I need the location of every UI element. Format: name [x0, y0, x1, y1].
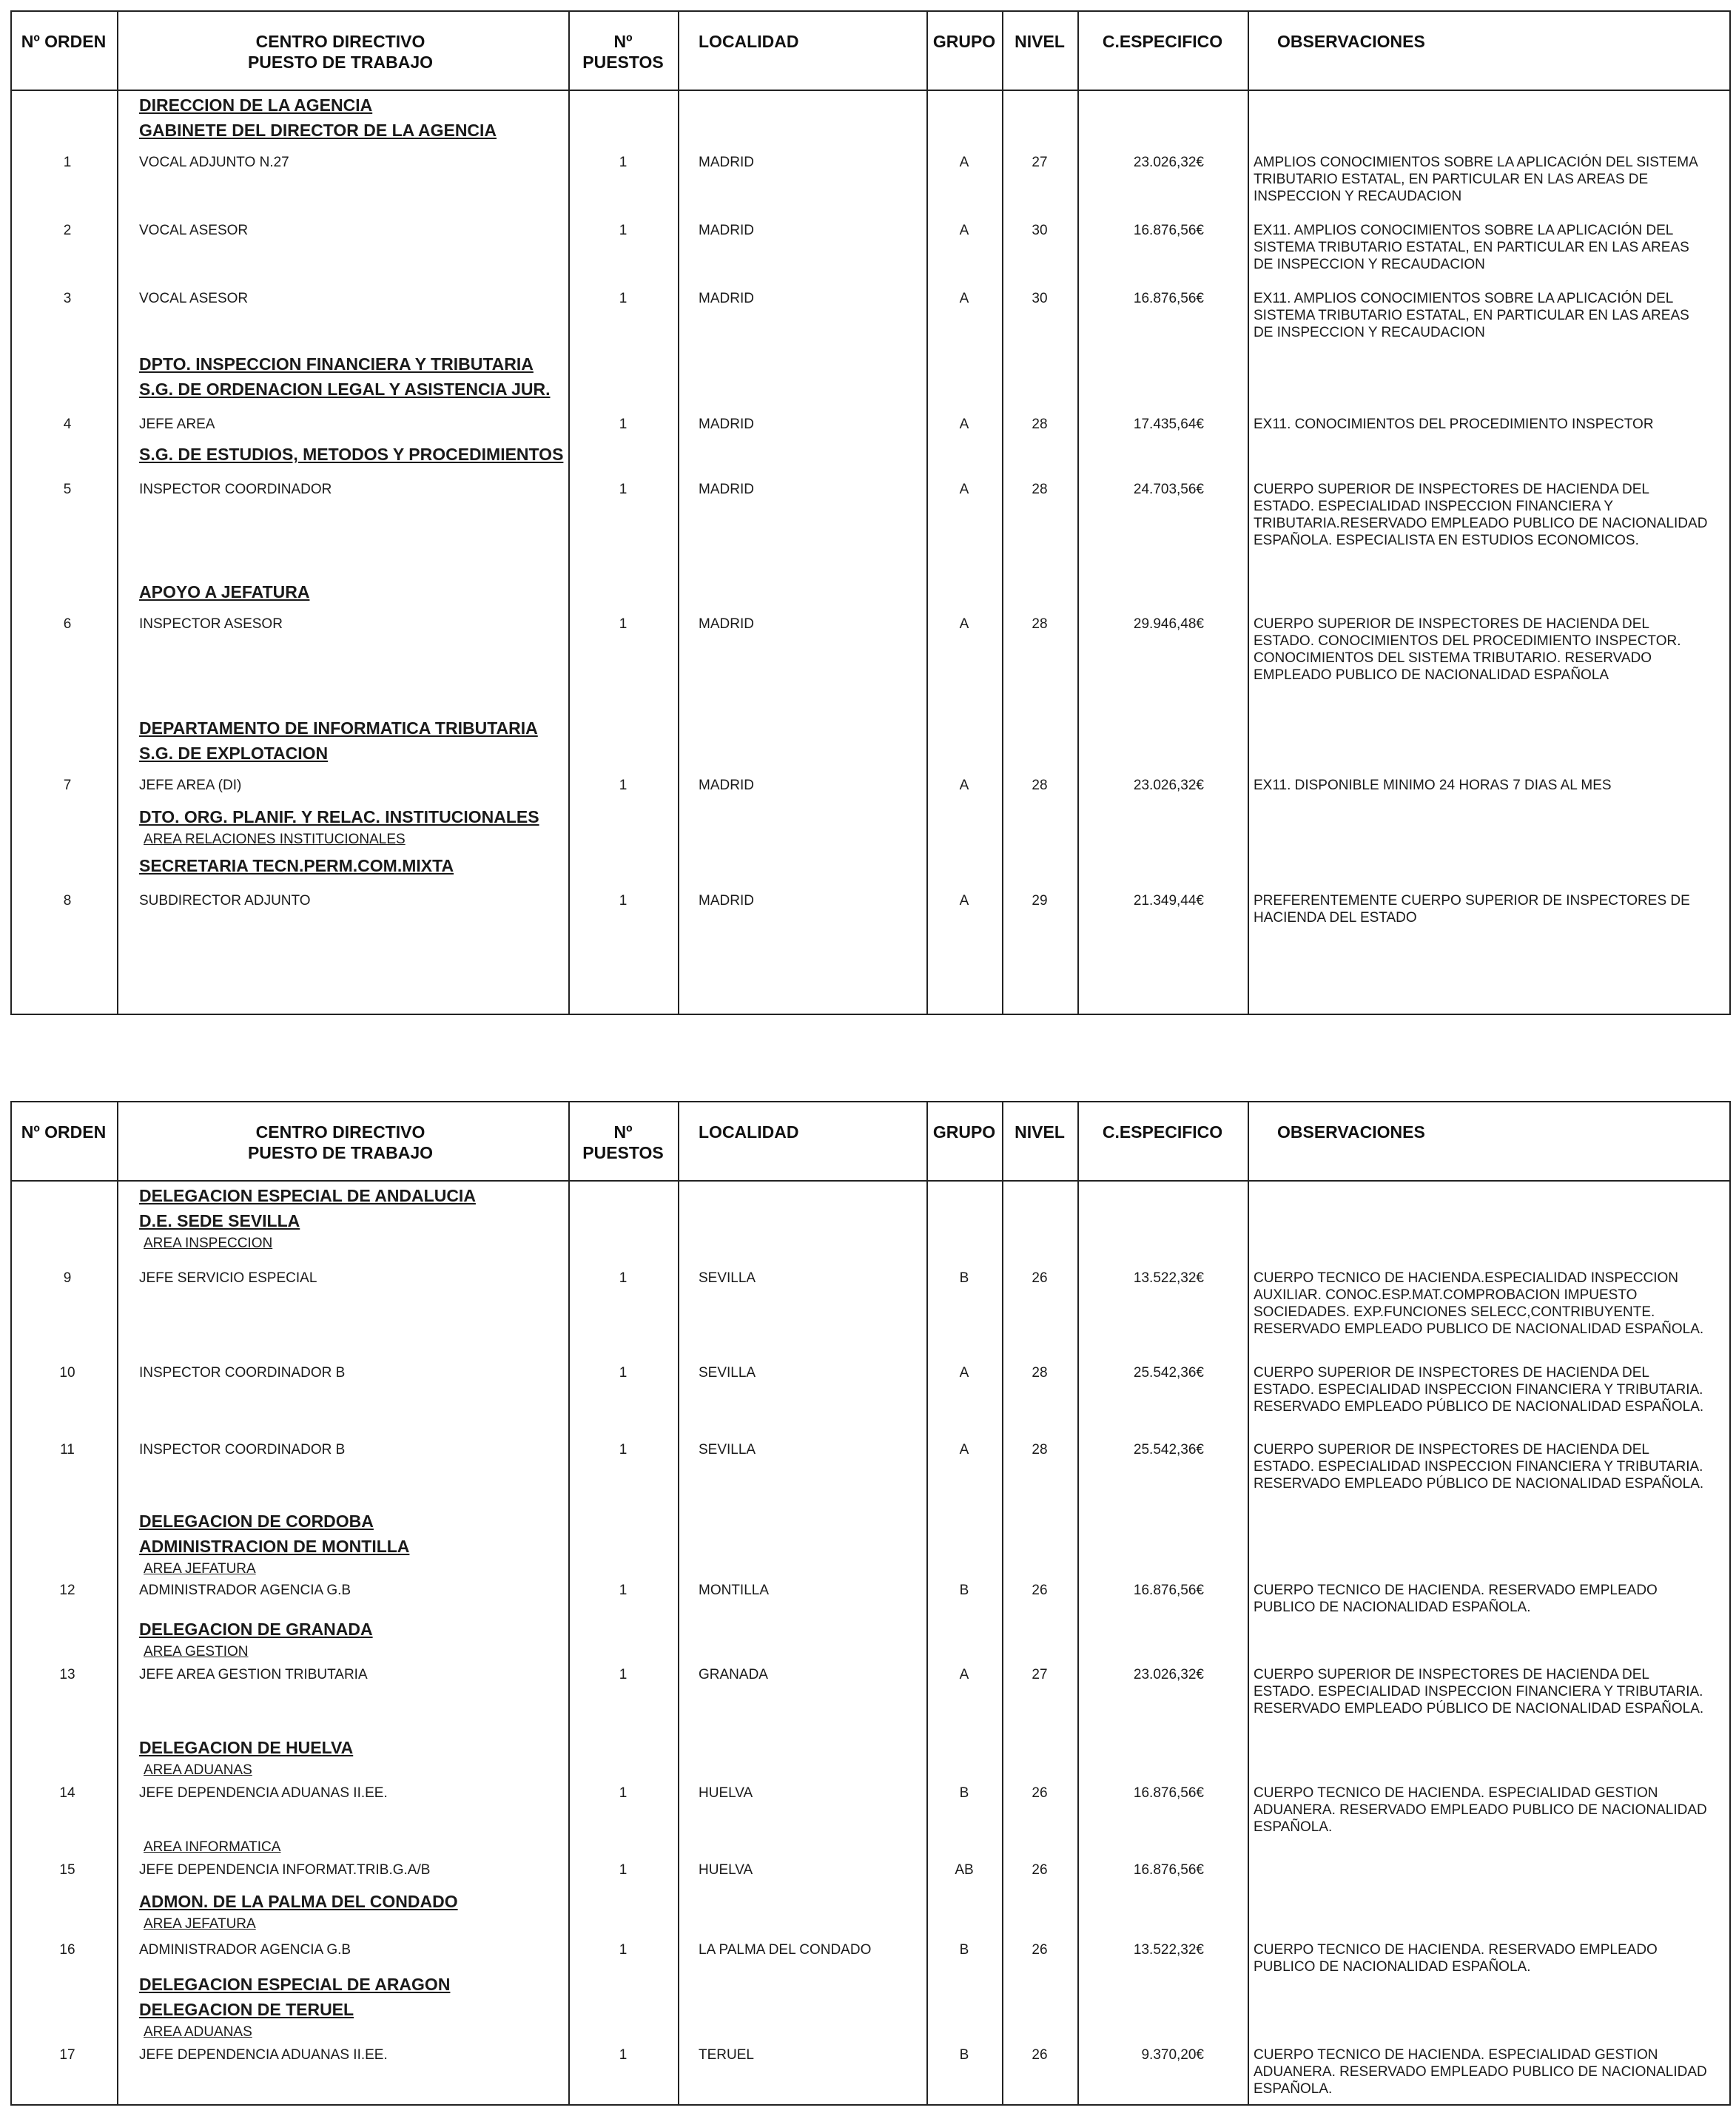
cell-observaciones: EX11. CONOCIMIENTOS DEL PROCEDIMIENTO INSPECTOR: [1254, 417, 1654, 432]
cell-observaciones: CUERPO TECNICO DE HACIENDA. RESERVADO EMPLEADO PUBLICO DE NACIONALIDAD ESPAÑOLA.: [1254, 1583, 1658, 1615]
table-2: [10, 1101, 1731, 2106]
cell-especifico: 23.026,32€: [1133, 1667, 1204, 1682]
cell-nivel: 29: [1032, 893, 1048, 909]
cell-especifico: 23.026,32€: [1133, 155, 1204, 170]
cell-orden: 14: [59, 1785, 75, 1801]
cell-observaciones: AMPLIOS CONOCIMIENTOS SOBRE LA APLICACIÓN DEL SISTEMA TRIBUTARIO ESTATAL, EN PARTICULAR EN LAS AREAS DE INSPECCION Y RECAUDACION: [1254, 155, 1698, 204]
cell-orden: 3: [63, 291, 72, 306]
cell-nivel: 28: [1032, 778, 1048, 793]
cell-nivel: 28: [1032, 417, 1048, 432]
header-observaciones: OBSERVACIONES: [1277, 1122, 1425, 1142]
cell-puesto: SUBDIRECTOR ADJUNTO: [139, 893, 311, 909]
cell-grupo: A: [959, 155, 969, 170]
section-heading: ADMON. DE LA PALMA DEL CONDADO: [139, 1892, 458, 1911]
cell-grupo: A: [959, 223, 969, 238]
cell-grupo: B: [959, 1270, 969, 1286]
cell-orden: 1: [63, 155, 72, 170]
cell-orden: 6: [63, 616, 72, 632]
cell-grupo: A: [959, 1442, 969, 1458]
cell-puestos: 1: [619, 482, 628, 497]
header-centro: CENTRO DIRECTIVO PUESTO DE TRABAJO: [247, 32, 434, 72]
header-orden: Nº ORDEN: [21, 32, 107, 51]
cell-localidad: HUELVA: [699, 1785, 753, 1801]
cell-nivel: 26: [1032, 1942, 1048, 1958]
cell-localidad: SEVILLA: [699, 1442, 756, 1458]
cell-localidad: MADRID: [699, 155, 754, 170]
cell-localidad: LA PALMA DEL CONDADO: [699, 1942, 872, 1958]
cell-orden: 17: [59, 2047, 75, 2063]
section-heading: DELEGACION DE HUELVA: [139, 1738, 354, 1757]
cell-localidad: MADRID: [699, 778, 754, 793]
cell-puestos: 1: [619, 223, 628, 238]
cell-orden: 7: [63, 778, 72, 793]
cell-grupo: B: [959, 2047, 969, 2063]
section-heading: ADMINISTRACION DE MONTILLA: [139, 1537, 410, 1556]
cell-nivel: 28: [1032, 482, 1048, 497]
section-heading: DELEGACION DE TERUEL: [139, 2000, 354, 2019]
cell-localidad: MADRID: [699, 893, 754, 909]
cell-grupo: A: [959, 1667, 969, 1682]
cell-grupo: A: [959, 482, 969, 497]
cell-orden: 2: [63, 223, 72, 238]
section-heading: S.G. DE EXPLOTACION: [139, 744, 329, 763]
section-heading: S.G. DE ORDENACION LEGAL Y ASISTENCIA JUR.: [139, 380, 551, 399]
cell-localidad: MADRID: [699, 482, 754, 497]
cell-puesto: ADMINISTRADOR AGENCIA G.B: [139, 1942, 351, 1958]
cell-localidad: MONTILLA: [699, 1583, 770, 1598]
cell-puesto: INSPECTOR ASESOR: [139, 616, 283, 632]
header-nivel: NIVEL: [1015, 32, 1065, 51]
cell-puestos: 1: [619, 155, 628, 170]
cell-puestos: 1: [619, 417, 628, 432]
cell-observaciones: EX11. DISPONIBLE MINIMO 24 HORAS 7 DIAS AL MES: [1254, 778, 1612, 793]
cell-observaciones: EX11. AMPLIOS CONOCIMIENTOS SOBRE LA APLICACIÓN DEL SISTEMA TRIBUTARIO ESTATAL, EN PARTICULAR EN LAS AREAS DE INSPECCION Y RECAUDACION: [1254, 291, 1689, 340]
section-heading: DIRECCION DE LA AGENCIA: [139, 95, 373, 115]
section-heading: APOYO A JEFATURA: [139, 582, 310, 602]
cell-puesto: JEFE AREA: [139, 417, 215, 432]
cell-puestos: 1: [619, 616, 628, 632]
cell-localidad: MADRID: [699, 223, 754, 238]
table-1: [10, 10, 1731, 1015]
cell-observaciones: CUERPO SUPERIOR DE INSPECTORES DE HACIENDA DEL ESTADO. CONOCIMIENTOS DEL PROCEDIMIENTO INSPECTOR. CONOCIMIENTOS DEL SISTEMA TRIBUTARIO. RESERVADO EMPLEADO PUBLICO DE NACIONALIDAD ESPAÑOLA: [1254, 616, 1681, 683]
cell-localidad: SEVILLA: [699, 1270, 756, 1286]
cell-grupo: B: [959, 1785, 969, 1801]
cell-localidad: SEVILLA: [699, 1365, 756, 1381]
cell-orden: 13: [59, 1667, 75, 1682]
cell-especifico: 13.522,32€: [1133, 1942, 1204, 1958]
cell-puestos: 1: [619, 1442, 628, 1458]
cell-especifico: 24.703,56€: [1133, 482, 1204, 497]
cell-grupo: A: [959, 778, 969, 793]
cell-especifico: 25.542,36€: [1133, 1365, 1204, 1381]
section-heading: DELEGACION DE GRANADA: [139, 1620, 373, 1639]
cell-especifico: 13.522,32€: [1133, 1270, 1204, 1286]
subsection-heading: AREA GESTION: [144, 1644, 249, 1660]
subsection-heading: AREA ADUANAS: [144, 1762, 252, 1778]
subsection-heading: AREA INFORMATICA: [144, 1839, 281, 1855]
cell-observaciones: CUERPO SUPERIOR DE INSPECTORES DE HACIENDA DEL ESTADO. ESPECIALIDAD INSPECCION FINANCIERA Y TRIBUTARIA. RESERVADO EMPLEADO PÚBLICO DE NACIONALIDAD ESPAÑOLA.: [1254, 1667, 1704, 1716]
header-puestos: Nº PUESTOS: [582, 1122, 664, 1162]
cell-puesto: JEFE SERVICIO ESPECIAL: [139, 1270, 317, 1286]
cell-puesto: ADMINISTRADOR AGENCIA G.B: [139, 1583, 351, 1598]
header-puestos: Nº PUESTOS: [582, 32, 664, 72]
cell-orden: 5: [63, 482, 72, 497]
cell-grupo: B: [959, 1583, 969, 1598]
header-localidad: LOCALIDAD: [699, 32, 799, 51]
cell-observaciones: CUERPO SUPERIOR DE INSPECTORES DE HACIENDA DEL ESTADO. ESPECIALIDAD INSPECCION FINANCIERA Y TRIBUTARIA. RESERVADO EMPLEADO PÚBLICO DE NACIONALIDAD ESPAÑOLA.: [1254, 1365, 1704, 1415]
cell-grupo: A: [959, 893, 969, 909]
subsection-heading: AREA JEFATURA: [144, 1561, 256, 1577]
cell-orden: 8: [63, 893, 72, 909]
cell-nivel: 26: [1032, 1270, 1048, 1286]
section-heading: DTO. ORG. PLANIF. Y RELAC. INSTITUCIONALES: [139, 807, 539, 826]
cell-nivel: 27: [1032, 1667, 1048, 1682]
cell-observaciones: PREFERENTEMENTE CUERPO SUPERIOR DE INSPECTORES DE HACIENDA DEL ESTADO: [1254, 893, 1690, 926]
cell-puestos: 1: [619, 1667, 628, 1682]
header-orden: Nº ORDEN: [21, 1122, 107, 1142]
cell-nivel: 30: [1032, 291, 1048, 306]
header-nivel: NIVEL: [1015, 1122, 1065, 1142]
cell-observaciones: EX11. AMPLIOS CONOCIMIENTOS SOBRE LA APLICACIÓN DEL SISTEMA TRIBUTARIO ESTATAL, EN PARTICULAR EN LAS AREAS DE INSPECCION Y RECAUDACION: [1254, 223, 1689, 272]
cell-orden: 4: [63, 417, 72, 432]
cell-especifico: 16.876,56€: [1133, 291, 1204, 306]
cell-orden: 10: [59, 1365, 75, 1381]
header-especifico: C.ESPECIFICO: [1102, 1122, 1223, 1142]
cell-puestos: 1: [619, 893, 628, 909]
header-centro: CENTRO DIRECTIVO PUESTO DE TRABAJO: [247, 1122, 434, 1162]
cell-especifico: 25.542,36€: [1133, 1442, 1204, 1458]
cell-orden: 9: [63, 1270, 72, 1286]
cell-nivel: 28: [1032, 1365, 1048, 1381]
cell-puestos: 1: [619, 1583, 628, 1598]
cell-grupo: B: [959, 1942, 969, 1958]
header-grupo: GRUPO: [932, 32, 996, 51]
subsection-heading: AREA RELACIONES INSTITUCIONALES: [144, 832, 406, 847]
cell-puestos: 1: [619, 1365, 628, 1381]
cell-puestos: 1: [619, 1785, 628, 1801]
cell-localidad: TERUEL: [699, 2047, 754, 2063]
cell-especifico: 16.876,56€: [1133, 1583, 1204, 1598]
section-heading: DEPARTAMENTO DE INFORMATICA TRIBUTARIA: [139, 718, 538, 738]
cell-nivel: 26: [1032, 1785, 1048, 1801]
cell-especifico: 17.435,64€: [1133, 417, 1204, 432]
header-localidad: LOCALIDAD: [699, 1122, 799, 1142]
cell-puestos: 1: [619, 2047, 628, 2063]
cell-puesto: INSPECTOR COORDINADOR: [139, 482, 332, 497]
cell-nivel: 26: [1032, 1862, 1048, 1878]
cell-localidad: MADRID: [699, 291, 754, 306]
section-heading: DELEGACION DE CORDOBA: [139, 1512, 374, 1531]
cell-nivel: 27: [1032, 155, 1048, 170]
cell-puesto: JEFE DEPENDENCIA INFORMAT.TRIB.G.A/B: [139, 1862, 431, 1878]
header-especifico: C.ESPECIFICO: [1102, 32, 1223, 51]
cell-especifico: 16.876,56€: [1133, 1785, 1204, 1801]
cell-nivel: 26: [1032, 2047, 1048, 2063]
cell-puesto: VOCAL ADJUNTO N.27: [139, 155, 289, 170]
cell-observaciones: CUERPO TECNICO DE HACIENDA. RESERVADO EMPLEADO PUBLICO DE NACIONALIDAD ESPAÑOLA.: [1254, 1942, 1658, 1975]
subsection-heading: AREA ADUANAS: [144, 2024, 252, 2040]
section-heading: DPTO. INSPECCION FINANCIERA Y TRIBUTARIA: [139, 354, 534, 374]
section-heading: GABINETE DEL DIRECTOR DE LA AGENCIA: [139, 121, 497, 140]
cell-localidad: MADRID: [699, 417, 754, 432]
cell-nivel: 28: [1032, 1442, 1048, 1458]
cell-puestos: 1: [619, 1942, 628, 1958]
cell-especifico: 21.349,44€: [1133, 893, 1204, 909]
cell-puesto: JEFE AREA GESTION TRIBUTARIA: [139, 1667, 368, 1682]
cell-orden: 16: [59, 1942, 75, 1958]
cell-puesto: INSPECTOR COORDINADOR B: [139, 1365, 346, 1381]
cell-grupo: A: [959, 417, 969, 432]
subsection-heading: AREA JEFATURA: [144, 1916, 256, 1932]
cell-especifico: 9.370,20€: [1141, 2047, 1204, 2063]
cell-localidad: HUELVA: [699, 1862, 753, 1878]
cell-observaciones: CUERPO SUPERIOR DE INSPECTORES DE HACIENDA DEL ESTADO. ESPECIALIDAD INSPECCION FINANCIERA Y TRIBUTARIA. RESERVADO EMPLEADO PÚBLICO DE NACIONALIDAD ESPAÑOLA.: [1254, 1442, 1704, 1492]
cell-especifico: 23.026,32€: [1133, 778, 1204, 793]
cell-grupo: A: [959, 616, 969, 632]
cell-orden: 12: [59, 1583, 75, 1598]
cell-orden: 11: [60, 1442, 75, 1458]
cell-grupo: A: [959, 1365, 969, 1381]
cell-localidad: MADRID: [699, 616, 754, 632]
cell-observaciones: CUERPO TECNICO DE HACIENDA. ESPECIALIDAD GESTION ADUANERA. RESERVADO EMPLEADO PUBLICO DE NACIONALIDAD ESPAÑOLA.: [1254, 1785, 1707, 1835]
header-grupo: GRUPO: [932, 1122, 996, 1142]
cell-puestos: 1: [619, 778, 628, 793]
cell-puesto: JEFE AREA (DI): [139, 778, 242, 793]
cell-puesto: VOCAL ASESOR: [139, 223, 249, 238]
cell-nivel: 28: [1032, 616, 1048, 632]
section-heading: DELEGACION ESPECIAL DE ARAGON: [139, 1975, 451, 1994]
section-heading: SECRETARIA TECN.PERM.COM.MIXTA: [139, 856, 454, 875]
cell-grupo: A: [959, 291, 969, 306]
cell-localidad: GRANADA: [699, 1667, 768, 1682]
header-observaciones: OBSERVACIONES: [1277, 32, 1425, 51]
cell-orden: 15: [59, 1862, 75, 1878]
cell-observaciones: CUERPO TECNICO DE HACIENDA.ESPECIALIDAD INSPECCION AUXILIAR. CONOC.ESP.MAT.COMPROBACION IMPUESTO SOCIEDADES. EXP.FUNCIONES SELECC,CONTRIBUYENTE. RESERVADO EMPLEADO PUBLICO DE NACIONALIDAD ESPAÑOLA.: [1254, 1270, 1704, 1337]
cell-nivel: 26: [1032, 1583, 1048, 1598]
cell-especifico: 29.946,48€: [1133, 616, 1204, 632]
cell-puesto: INSPECTOR COORDINADOR B: [139, 1442, 346, 1458]
cell-puesto: JEFE DEPENDENCIA ADUANAS II.EE.: [139, 1785, 388, 1801]
cell-puestos: 1: [619, 291, 628, 306]
cell-puestos: 1: [619, 1270, 628, 1286]
cell-especifico: 16.876,56€: [1133, 223, 1204, 238]
section-heading: D.E. SEDE SEVILLA: [139, 1211, 300, 1230]
section-heading: DELEGACION ESPECIAL DE ANDALUCIA: [139, 1186, 476, 1205]
section-heading: S.G. DE ESTUDIOS, METODOS Y PROCEDIMIENTOS: [139, 445, 564, 464]
cell-puestos: 1: [619, 1862, 628, 1878]
cell-nivel: 30: [1032, 223, 1048, 238]
cell-especifico: 16.876,56€: [1133, 1862, 1204, 1878]
cell-observaciones: CUERPO SUPERIOR DE INSPECTORES DE HACIENDA DEL ESTADO. ESPECIALIDAD INSPECCION FINANCIERA Y TRIBUTARIA.RESERVADO EMPLEADO PUBLICO DE NACIONALIDAD ESPAÑOLA. ESPECIALISTA EN ESTUDIOS ECONOMICOS.: [1254, 482, 1708, 548]
cell-grupo: AB: [955, 1862, 974, 1878]
cell-puesto: VOCAL ASESOR: [139, 291, 249, 306]
cell-puesto: JEFE DEPENDENCIA ADUANAS II.EE.: [139, 2047, 388, 2063]
subsection-heading: AREA INSPECCION: [144, 1236, 273, 1251]
cell-observaciones: CUERPO TECNICO DE HACIENDA. ESPECIALIDAD GESTION ADUANERA. RESERVADO EMPLEADO PUBLICO DE NACIONALIDAD ESPAÑOLA.: [1254, 2047, 1707, 2097]
